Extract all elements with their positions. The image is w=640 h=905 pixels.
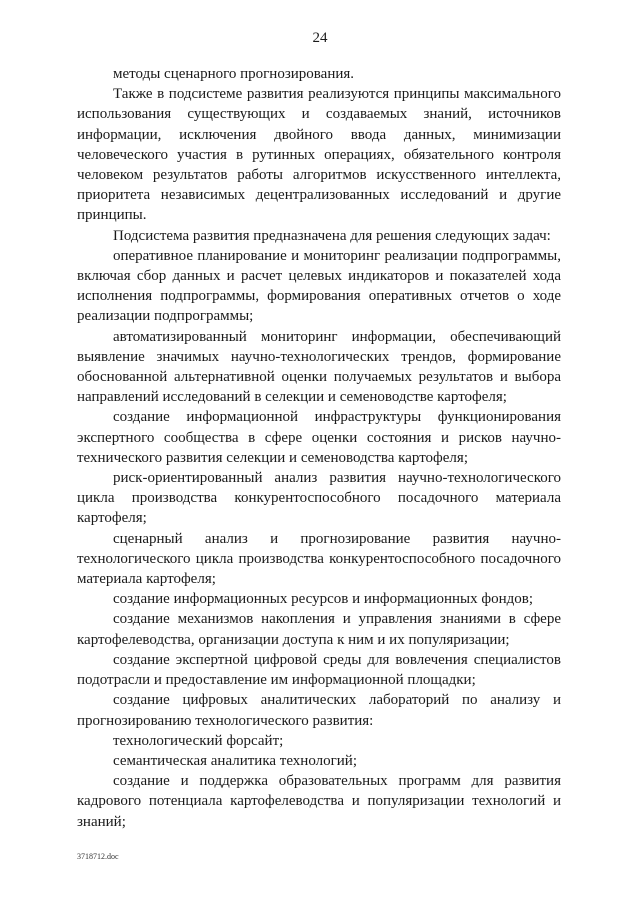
list-item: создание информационных ресурсов и информационных фондов; xyxy=(113,591,534,608)
list-item: риск-ориентированный анализ развития научно-технологического цикла производства конкурентоспособного посадочного материала картофеля; xyxy=(77,470,561,527)
list-item: автоматизированный мониторинг информации, обеспечивающий выявление значимых научно-технологических трендов, формирование обоснованной альтернативной оценки получаемых результатов и выбора направлений исследований в селекции и семеноводстве картофеля; xyxy=(77,328,561,406)
list-item: семантическая аналитика технологий; xyxy=(113,752,357,769)
list-item: создание и поддержка образовательных программ для развития кадрового потенциала картофелеводства и популяризации технологий и знаний; xyxy=(77,773,561,830)
list-item: технологический форсайт; xyxy=(113,732,284,749)
list-item: сценарный анализ и прогнозирование развития научно-технологического цикла производства конкурентоспособного посадочного материала картофеля; xyxy=(77,530,561,588)
list-item: создание информационной инфраструктуры функционирования экспертного сообщества в сфере оценки состояния и рисков научно-технического развития селекции и семеноводства картофеля; xyxy=(77,409,561,466)
list-item: создание цифровых аналитических лабораторий по анализу и прогнозированию технологического развития: xyxy=(77,692,561,729)
paragraph: Подсистема развития предназначена для решения следующих задач: xyxy=(113,227,551,244)
list-item: создание механизмов накопления и управления знаниями в сфере картофелеводства, организации доступа к ним и их популяризации; xyxy=(77,611,561,648)
list-item: создание экспертной цифровой среды для вовлечения специалистов подотрасли и предоставление им информационной площадки; xyxy=(77,651,561,689)
document-filename: 3718712.doc xyxy=(77,852,119,861)
page-number: 24 xyxy=(312,30,328,46)
paragraph: Также в подсистеме развития реализуются принципы максимального использования существующих и создаваемых знаний, источников информации, исключения двойного ввода данных, минимизации человеческого участия в рутинных операциях, обязательного контроля человеком результатов работы алгоритмов искусственного интеллекта, приоритета независимых децентрализованных исследований и другие принципы. xyxy=(77,86,561,224)
list-item: оперативное планирование и мониторинг реализации подпрограммы, включая сбор данных и расчет целевых индикаторов и показателей хода исполнения подпрограммы, формирования оперативных отчетов о ходе реализации подпрограммы; xyxy=(77,247,561,325)
document-body xyxy=(77,64,561,832)
paragraph: методы сценарного прогнозирования. xyxy=(113,66,355,82)
